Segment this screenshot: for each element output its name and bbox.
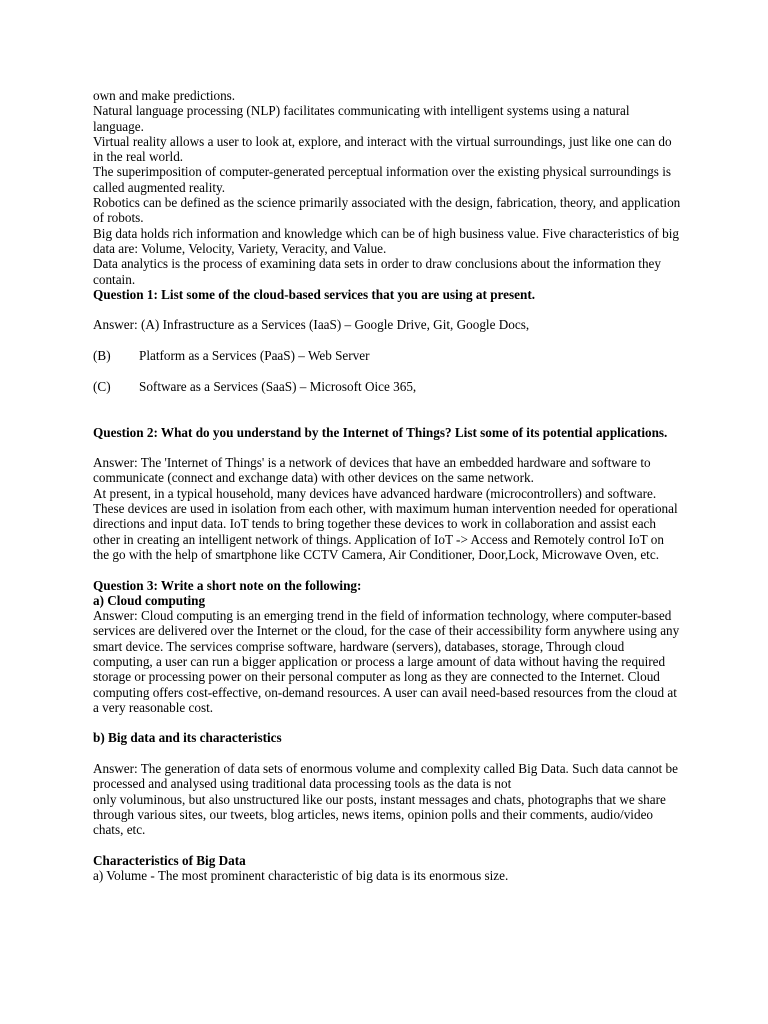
question-3a-heading: a) Cloud computing [93, 592, 206, 608]
intro-paragraph: Natural language processing (NLP) facilitates communicating with intelligent systems using a natural language. [93, 103, 630, 134]
answer-option-b [93, 348, 683, 363]
question-3b-heading: b) Big data and its characteristics [93, 730, 282, 746]
question-1-answer: Answer: (A) Infrastructure as a Services (IaaS) – Google Drive, Git, Google Docs, [93, 317, 530, 333]
question-3a-answer: Answer: Cloud computing is an emerging trend in the field of information technology, where computer-based services are delivered over the Internet or the cloud, for the case of their accessibility form anywhere using any smart device. The services comprise software, hardware (servers), databases, storage, Through cloud computing, a user can run a bigger application or process a large amount of data without having the required storage or processing power on their personal computer as long as they are connected to the Internet. Cloud computing offers cost-effective, on-demand resources. A user can avail need-based resources from the cloud at a very reasonable cost. [93, 608, 680, 715]
intro-paragraph: Data analytics is the process of examining data sets in order to draw conclusions about the information they contain. [93, 256, 662, 287]
intro-paragraph: Big data holds rich information and knowledge which can be of high business value. Five characteristics of big data are: Volume, Velocity, Variety, Veracity, and Value. [93, 225, 679, 256]
intro-paragraph: Robotics can be defined as the science primarily associated with the design, fabrication, theory, and application of robots. [93, 195, 681, 226]
question-2-answer-continued: At present, in a typical household, many devices have advanced hardware (microcontrollers) and software. These devices are used in isolation from each other, with maximum human intervention needed for operational directions and input data. IoT tends to bring together these devices to work in collaboration and assist each other in creating an intelligent network of things. Application of IoT -> Access and Remotely control IoT on the go with the help of smartphone like CCTV Camera, Air Conditioner, Door,Lock, Microwave Oven, etc. [93, 485, 678, 562]
question-1-heading: Question 1: List some of the cloud-based services that you are using at present. [93, 286, 536, 302]
option-c-text: Software as a Services (SaaS) – Microsoft Oice 365, [139, 378, 417, 394]
question-2-answer: Answer: The 'Internet of Things' is a network of devices that have an embedded hardware and software to communicate (connect and exchange data) with other devices on the same network. [93, 455, 651, 486]
question-3b-answer: Answer: The generation of data sets of enormous volume and complexity called Big Data. Such data cannot be processed and analysed using traditional data processing tools as the data is not [93, 761, 678, 792]
question-3b-answer-continued: only voluminous, but also unstructured like our posts, instant messages and chats, photographs that we share through various sites, our tweets, blog articles, news items, opinion polls and their comments, audio/video chats, etc. [93, 791, 666, 838]
option-b-label: (B) [93, 348, 111, 364]
intro-paragraph: The superimposition of computer-generated perceptual information over the existing physical surroundings is called augmented reality. [93, 164, 672, 195]
question-2-heading: Question 2: What do you understand by the Internet of Things? List some of its potential applications. [93, 424, 668, 440]
question-3-heading: Question 3: Write a short note on the following: [93, 577, 362, 593]
option-b-text: Platform as a Services (PaaS) – Web Server [139, 348, 370, 364]
characteristic-volume: a) Volume - The most prominent characteristic of big data is its enormous size. [93, 868, 509, 884]
answer-option-c [93, 379, 683, 394]
intro-paragraph: Virtual reality allows a user to look at, explore, and interact with the virtual surroundings, just like one can do in the real world. [93, 133, 672, 165]
characteristics-heading: Characteristics of Big Data [93, 852, 246, 868]
document-body [93, 88, 683, 883]
option-c-label: (C) [93, 378, 111, 394]
intro-paragraph: own and make predictions. [93, 88, 236, 103]
